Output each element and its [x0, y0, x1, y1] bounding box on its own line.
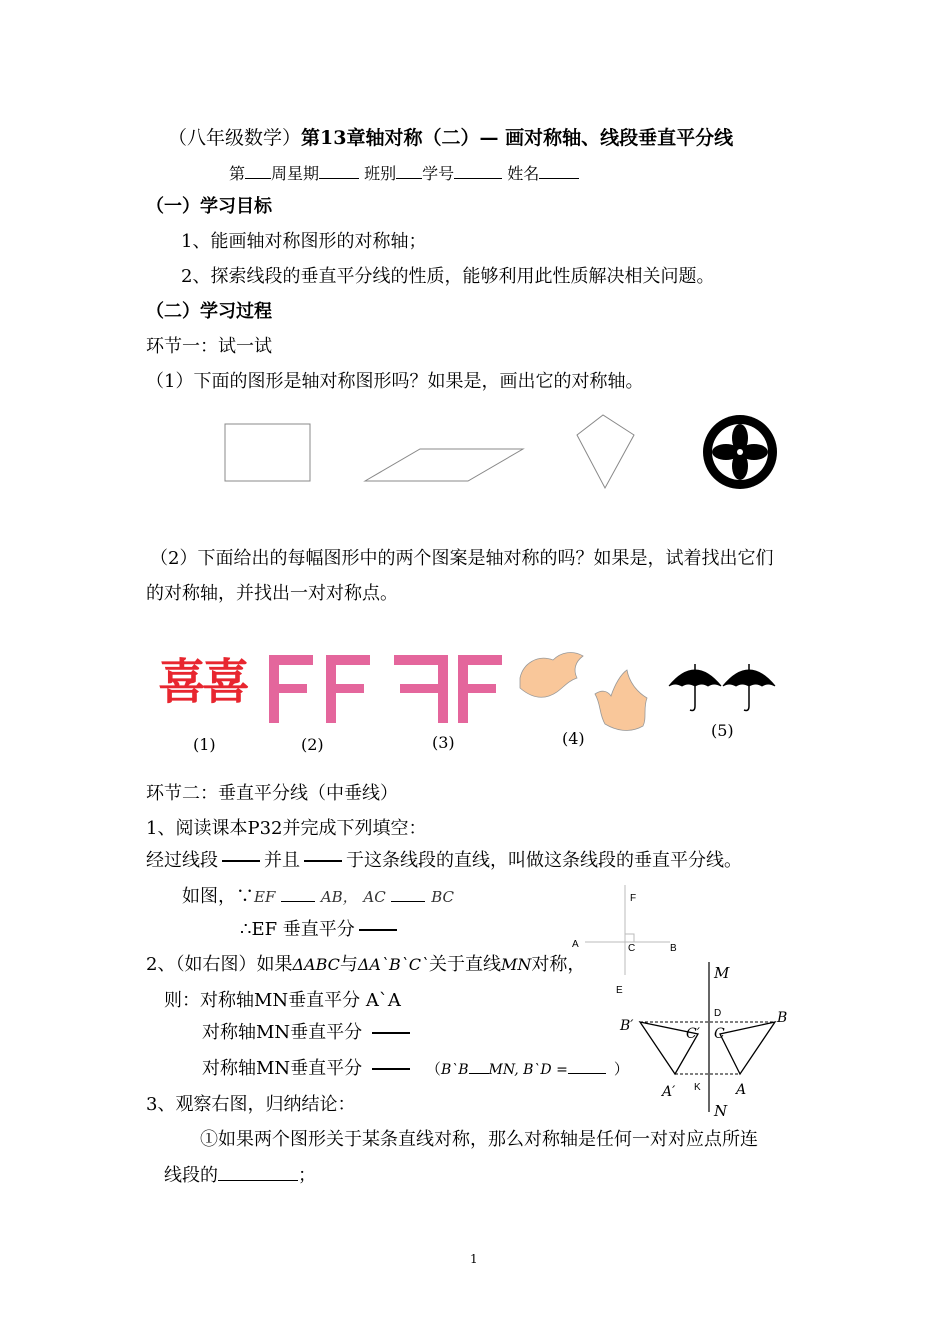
ex-therefore: ∴EF 垂直平分	[240, 919, 355, 940]
ex-conc-blank[interactable]	[359, 929, 397, 931]
paren-blank-1[interactable]	[469, 1057, 489, 1074]
number-label: 学号	[422, 164, 455, 183]
label-e: E	[616, 985, 623, 996]
fig-label-2: (2)	[301, 735, 324, 754]
paren-open: （	[425, 1060, 441, 1078]
c1-blank[interactable]	[218, 1164, 298, 1181]
conclusion-1-line1: ①如果两个图形关于某条直线对称，那么对称轴是任何一对对应点所连	[200, 1129, 758, 1150]
part1-title: 环节一：试一试	[146, 336, 272, 357]
question-2-line1: （2）下面给出的每幅图形中的两个图案是轴对称的吗？如果是，试着找出它们	[150, 548, 774, 569]
then-line-3	[202, 1057, 629, 1081]
title-main: 第13章轴对称（二）— 画对称轴、线段垂直平分线	[301, 127, 734, 149]
label-b-mn: B	[777, 1010, 788, 1026]
c1-text: 线段的	[164, 1165, 218, 1186]
pattern-blobs	[520, 653, 647, 731]
circle-flower-shape	[703, 415, 777, 489]
number-blank[interactable]	[454, 162, 502, 179]
class-label: 班别	[364, 164, 397, 183]
q2-tri-abc: ΔABC	[292, 955, 340, 974]
shapes-row	[220, 415, 790, 500]
pattern-xi-chars: 喜喜	[158, 654, 247, 710]
label-m: M	[714, 964, 730, 982]
then3-text: 对称轴MN垂直平分	[202, 1058, 363, 1079]
q2-tri-abc-prime: ΔA`B`C`	[357, 955, 429, 974]
name-label: 姓名	[507, 164, 540, 183]
read-instruction: 1、阅读课本P32并完成下列填空：	[146, 818, 427, 839]
def-part-b: 并且	[264, 850, 300, 871]
pattern-ff	[269, 655, 370, 723]
pattern-umbrellas	[669, 664, 775, 711]
def-blank-2[interactable]	[304, 860, 342, 862]
figure-mn-triangles	[610, 962, 800, 1122]
c1-end: ；	[298, 1165, 316, 1186]
question-2-sym	[146, 954, 585, 976]
label-b: B	[670, 943, 677, 954]
week-blank[interactable]	[245, 162, 271, 179]
paren-close: ）	[613, 1060, 629, 1078]
question-1: （1）下面的图形是轴对称图形吗？如果是，画出它的对称轴。	[146, 371, 644, 392]
section1-heading: （一）学习目标	[146, 196, 272, 217]
title-prefix: （八年级数学）	[168, 127, 302, 149]
parallelogram-shape	[365, 449, 523, 481]
weekday-label: 周星期	[271, 164, 320, 183]
then2-text: 对称轴MN垂直平分	[202, 1022, 363, 1043]
question-3: 3、观察右图，归纳结论：	[146, 1094, 356, 1115]
example-conclusion	[240, 919, 401, 941]
ex-because: 如图，∵	[182, 886, 254, 907]
label-k: K	[694, 1082, 701, 1093]
q2-part-d: 对称，	[531, 954, 586, 975]
then-line-1: 则：对称轴MN垂直平分 A`A	[164, 990, 401, 1011]
q2-part-b: 与	[339, 954, 358, 975]
pattern-mirrored-f	[394, 655, 502, 723]
ex-ac: AC	[363, 888, 386, 906]
label-f: F	[630, 893, 637, 904]
ex-bc: BC	[431, 888, 454, 906]
def-part-c: 于这条线段的直线，叫做这条线段的垂直平分线。	[346, 850, 742, 871]
part2-title: 环节二：垂直平分线（中垂线）	[146, 783, 398, 804]
label-c: C	[628, 943, 636, 954]
kite-shape	[577, 415, 634, 488]
patterns-svg	[265, 650, 785, 730]
example-line	[182, 885, 454, 908]
paren-blank-2[interactable]	[568, 1057, 606, 1074]
definition-line	[146, 850, 742, 872]
ex-ef: EF	[254, 888, 276, 906]
then2-blank[interactable]	[372, 1032, 410, 1034]
label-n: N	[714, 1102, 728, 1120]
label-c-mn: C	[714, 1026, 725, 1042]
question-2-line2: 的对称轴，并找出一对对称点。	[146, 583, 398, 604]
q2-part-c: 关于直线	[428, 954, 501, 975]
student-info-line	[229, 162, 579, 185]
q2-mn: MN	[500, 955, 532, 974]
doc-title	[168, 127, 733, 149]
goal-item-1: 1、能画轴对称图形的对称轴；	[181, 231, 427, 252]
label-d: D	[714, 1008, 722, 1019]
then3-blank[interactable]	[372, 1068, 410, 1070]
ex-ab: AB，	[320, 888, 358, 906]
goal-item-2: 2、探索线段的垂直平分线的性质，能够利用此性质解决相关问题。	[181, 266, 715, 287]
then-line-2	[202, 1022, 414, 1044]
fig-label-3: (3)	[432, 733, 455, 752]
q2-part-a: 2、（如右图）如果	[146, 954, 293, 975]
paren-bb: B`B	[440, 1062, 469, 1078]
conclusion-1-line2	[164, 1164, 316, 1187]
class-blank[interactable]	[396, 162, 422, 179]
week-label: 第	[229, 164, 246, 183]
def-blank-1[interactable]	[222, 860, 260, 862]
label-a-prime: A′	[662, 1084, 676, 1100]
label-a: A	[572, 939, 579, 950]
name-blank[interactable]	[539, 162, 579, 179]
ex-blank-1[interactable]	[281, 885, 315, 902]
fig-label-5: (5)	[711, 721, 734, 740]
fig-label-4: (4)	[562, 729, 585, 748]
page-number: 1	[470, 1252, 478, 1266]
label-b-prime: B′	[620, 1018, 634, 1034]
def-part-a: 经过线段	[146, 850, 218, 871]
label-c-prime: C′	[686, 1026, 700, 1042]
fig-label-1: (1)	[193, 735, 216, 754]
section2-heading: （二）学习过程	[146, 301, 272, 322]
ex-blank-2[interactable]	[391, 885, 425, 902]
label-a-mn: A	[736, 1082, 747, 1098]
paren-mn: MN, B`D =	[488, 1062, 568, 1078]
rectangle-shape	[225, 424, 310, 481]
weekday-blank[interactable]	[319, 162, 359, 179]
